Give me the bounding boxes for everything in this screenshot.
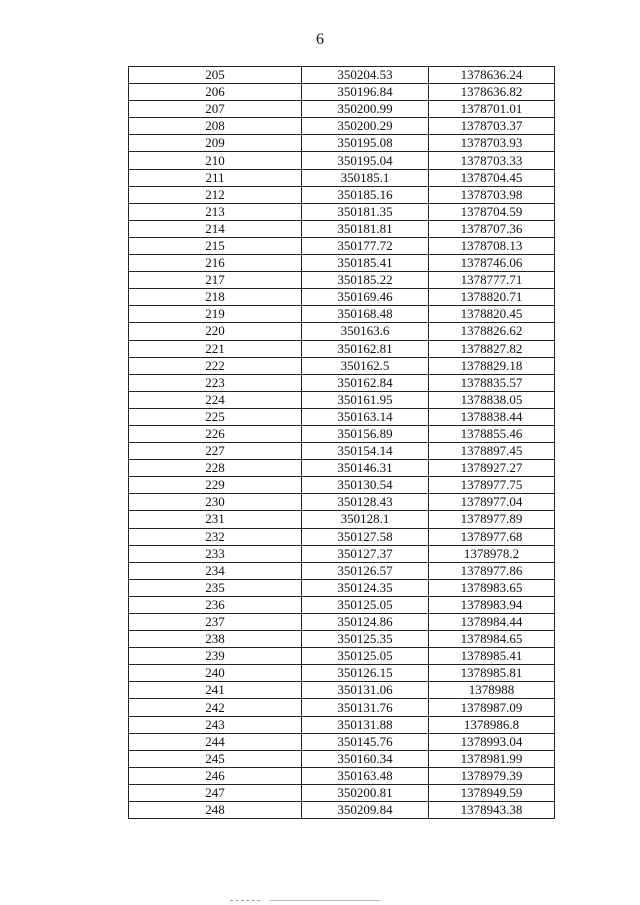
table-row bbox=[129, 494, 555, 511]
x-coordinate-cell: 350195.08 bbox=[302, 135, 429, 152]
x-coordinate-cell: 350131.76 bbox=[302, 699, 429, 716]
x-coordinate-cell: 350130.54 bbox=[302, 477, 429, 494]
x-coordinate-cell: 350185.16 bbox=[302, 186, 429, 203]
x-coordinate-cell: 350200.99 bbox=[302, 101, 429, 118]
x-coordinate-cell: 350185.41 bbox=[302, 255, 429, 272]
y-coordinate-cell: 1378704.59 bbox=[429, 203, 555, 220]
table-row bbox=[129, 323, 555, 340]
y-coordinate-cell: 1378983.94 bbox=[429, 596, 555, 613]
point-number-cell: 233 bbox=[129, 545, 302, 562]
point-number-cell: 241 bbox=[129, 682, 302, 699]
y-coordinate-cell: 1378988 bbox=[429, 682, 555, 699]
y-coordinate-cell: 1378703.33 bbox=[429, 152, 555, 169]
point-number-cell: 245 bbox=[129, 750, 302, 767]
point-number-cell: 237 bbox=[129, 614, 302, 631]
table-row bbox=[129, 511, 555, 528]
x-coordinate-cell: 350128.1 bbox=[302, 511, 429, 528]
point-number-cell: 227 bbox=[129, 443, 302, 460]
point-number-cell: 232 bbox=[129, 528, 302, 545]
y-coordinate-cell: 1378984.44 bbox=[429, 614, 555, 631]
y-coordinate-cell: 1378977.75 bbox=[429, 477, 555, 494]
x-coordinate-cell: 350127.37 bbox=[302, 545, 429, 562]
point-number-cell: 236 bbox=[129, 596, 302, 613]
table-row bbox=[129, 477, 555, 494]
x-coordinate-cell: 350126.57 bbox=[302, 562, 429, 579]
y-coordinate-cell: 1378993.04 bbox=[429, 733, 555, 750]
table-row bbox=[129, 357, 555, 374]
x-coordinate-cell: 350126.15 bbox=[302, 665, 429, 682]
table-row bbox=[129, 579, 555, 596]
y-coordinate-cell: 1378979.39 bbox=[429, 767, 555, 784]
table-row bbox=[129, 391, 555, 408]
table-row bbox=[129, 237, 555, 254]
y-coordinate-cell: 1378835.57 bbox=[429, 374, 555, 391]
table-row bbox=[129, 220, 555, 237]
x-coordinate-cell: 350163.6 bbox=[302, 323, 429, 340]
point-number-cell: 211 bbox=[129, 169, 302, 186]
x-coordinate-cell: 350154.14 bbox=[302, 443, 429, 460]
table-row bbox=[129, 101, 555, 118]
x-coordinate-cell: 350125.05 bbox=[302, 596, 429, 613]
x-coordinate-cell: 350162.81 bbox=[302, 340, 429, 357]
point-number-cell: 234 bbox=[129, 562, 302, 579]
table-row bbox=[129, 562, 555, 579]
y-coordinate-cell: 1378985.41 bbox=[429, 648, 555, 665]
point-number-cell: 242 bbox=[129, 699, 302, 716]
y-coordinate-cell: 1378984.65 bbox=[429, 631, 555, 648]
table-row bbox=[129, 596, 555, 613]
y-coordinate-cell: 1378636.82 bbox=[429, 84, 555, 101]
point-number-cell: 223 bbox=[129, 374, 302, 391]
y-coordinate-cell: 1378708.13 bbox=[429, 237, 555, 254]
y-coordinate-cell: 1378977.04 bbox=[429, 494, 555, 511]
x-coordinate-cell: 350128.43 bbox=[302, 494, 429, 511]
table-row bbox=[129, 84, 555, 101]
table-row bbox=[129, 135, 555, 152]
page-number: 6 bbox=[316, 31, 324, 48]
y-coordinate-cell: 1378704.45 bbox=[429, 169, 555, 186]
y-coordinate-cell: 1378977.68 bbox=[429, 528, 555, 545]
point-number-cell: 220 bbox=[129, 323, 302, 340]
table-row bbox=[129, 340, 555, 357]
x-coordinate-cell: 350161.95 bbox=[302, 391, 429, 408]
table-row bbox=[129, 750, 555, 767]
point-number-cell: 219 bbox=[129, 306, 302, 323]
x-coordinate-cell: 350204.53 bbox=[302, 67, 429, 84]
y-coordinate-cell: 1378943.38 bbox=[429, 802, 555, 819]
table-row bbox=[129, 374, 555, 391]
y-coordinate-cell: 1378855.46 bbox=[429, 425, 555, 442]
y-coordinate-cell: 1378838.05 bbox=[429, 391, 555, 408]
point-number-cell: 208 bbox=[129, 118, 302, 135]
table-row bbox=[129, 408, 555, 425]
x-coordinate-cell: 350195.04 bbox=[302, 152, 429, 169]
table-row bbox=[129, 118, 555, 135]
point-number-cell: 225 bbox=[129, 408, 302, 425]
y-coordinate-cell: 1378985.81 bbox=[429, 665, 555, 682]
y-coordinate-cell: 1378949.59 bbox=[429, 784, 555, 801]
y-coordinate-cell: 1378746.06 bbox=[429, 255, 555, 272]
y-coordinate-cell: 1378777.71 bbox=[429, 272, 555, 289]
x-coordinate-cell: 350125.05 bbox=[302, 648, 429, 665]
y-coordinate-cell: 1378983.65 bbox=[429, 579, 555, 596]
table-row bbox=[129, 425, 555, 442]
y-coordinate-cell: 1378820.45 bbox=[429, 306, 555, 323]
point-number-cell: 231 bbox=[129, 511, 302, 528]
point-number-cell: 239 bbox=[129, 648, 302, 665]
x-coordinate-cell: 350156.89 bbox=[302, 425, 429, 442]
table-row bbox=[129, 784, 555, 801]
x-coordinate-cell: 350196.84 bbox=[302, 84, 429, 101]
x-coordinate-cell: 350124.35 bbox=[302, 579, 429, 596]
scan-artifact-line bbox=[270, 900, 380, 901]
point-number-cell: 226 bbox=[129, 425, 302, 442]
table-row bbox=[129, 272, 555, 289]
x-coordinate-cell: 350124.86 bbox=[302, 614, 429, 631]
y-coordinate-cell: 1378978.2 bbox=[429, 545, 555, 562]
y-coordinate-cell: 1378701.01 bbox=[429, 101, 555, 118]
point-number-cell: 230 bbox=[129, 494, 302, 511]
x-coordinate-cell: 350145.76 bbox=[302, 733, 429, 750]
y-coordinate-cell: 1378703.98 bbox=[429, 186, 555, 203]
y-coordinate-cell: 1378703.37 bbox=[429, 118, 555, 135]
x-coordinate-cell: 350127.58 bbox=[302, 528, 429, 545]
x-coordinate-cell: 350162.5 bbox=[302, 357, 429, 374]
x-coordinate-cell: 350125.35 bbox=[302, 631, 429, 648]
table-row bbox=[129, 802, 555, 819]
x-coordinate-cell: 350209.84 bbox=[302, 802, 429, 819]
table-row bbox=[129, 306, 555, 323]
table-row bbox=[129, 186, 555, 203]
table-row bbox=[129, 460, 555, 477]
point-number-cell: 206 bbox=[129, 84, 302, 101]
point-number-cell: 217 bbox=[129, 272, 302, 289]
x-coordinate-cell: 350163.48 bbox=[302, 767, 429, 784]
point-number-cell: 214 bbox=[129, 220, 302, 237]
x-coordinate-cell: 350200.29 bbox=[302, 118, 429, 135]
table-row bbox=[129, 767, 555, 784]
y-coordinate-cell: 1378703.93 bbox=[429, 135, 555, 152]
y-coordinate-cell: 1378707.36 bbox=[429, 220, 555, 237]
point-number-cell: 212 bbox=[129, 186, 302, 203]
table-row bbox=[129, 169, 555, 186]
table-row bbox=[129, 528, 555, 545]
point-number-cell: 244 bbox=[129, 733, 302, 750]
point-number-cell: 216 bbox=[129, 255, 302, 272]
y-coordinate-cell: 1378636.24 bbox=[429, 67, 555, 84]
point-number-cell: 238 bbox=[129, 631, 302, 648]
point-number-cell: 207 bbox=[129, 101, 302, 118]
point-number-cell: 243 bbox=[129, 716, 302, 733]
point-number-cell: 221 bbox=[129, 340, 302, 357]
y-coordinate-cell: 1378986.8 bbox=[429, 716, 555, 733]
y-coordinate-cell: 1378838.44 bbox=[429, 408, 555, 425]
x-coordinate-cell: 350162.84 bbox=[302, 374, 429, 391]
x-coordinate-cell: 350160.34 bbox=[302, 750, 429, 767]
point-number-cell: 218 bbox=[129, 289, 302, 306]
point-number-cell: 213 bbox=[129, 203, 302, 220]
table-row bbox=[129, 631, 555, 648]
x-coordinate-cell: 350131.88 bbox=[302, 716, 429, 733]
table-row bbox=[129, 699, 555, 716]
point-number-cell: 240 bbox=[129, 665, 302, 682]
table-row bbox=[129, 443, 555, 460]
x-coordinate-cell: 350181.35 bbox=[302, 203, 429, 220]
point-number-cell: 205 bbox=[129, 67, 302, 84]
table-row bbox=[129, 733, 555, 750]
table-row bbox=[129, 614, 555, 631]
y-coordinate-cell: 1378829.18 bbox=[429, 357, 555, 374]
y-coordinate-cell: 1378927.27 bbox=[429, 460, 555, 477]
table-row bbox=[129, 716, 555, 733]
coordinates-table bbox=[128, 66, 555, 819]
point-number-cell: 215 bbox=[129, 237, 302, 254]
y-coordinate-cell: 1378826.62 bbox=[429, 323, 555, 340]
y-coordinate-cell: 1378977.89 bbox=[429, 511, 555, 528]
point-number-cell: 248 bbox=[129, 802, 302, 819]
table-row bbox=[129, 152, 555, 169]
point-number-cell: 235 bbox=[129, 579, 302, 596]
x-coordinate-cell: 350163.14 bbox=[302, 408, 429, 425]
point-number-cell: 229 bbox=[129, 477, 302, 494]
table-row bbox=[129, 648, 555, 665]
point-number-cell: 209 bbox=[129, 135, 302, 152]
x-coordinate-cell: 350169.46 bbox=[302, 289, 429, 306]
x-coordinate-cell: 350177.72 bbox=[302, 237, 429, 254]
y-coordinate-cell: 1378827.82 bbox=[429, 340, 555, 357]
y-coordinate-cell: 1378981.99 bbox=[429, 750, 555, 767]
point-number-cell: 228 bbox=[129, 460, 302, 477]
x-coordinate-cell: 350168.48 bbox=[302, 306, 429, 323]
x-coordinate-cell: 350181.81 bbox=[302, 220, 429, 237]
y-coordinate-cell: 1378987.09 bbox=[429, 699, 555, 716]
scan-artifact-dash bbox=[230, 900, 260, 901]
y-coordinate-cell: 1378897.45 bbox=[429, 443, 555, 460]
point-number-cell: 210 bbox=[129, 152, 302, 169]
x-coordinate-cell: 350185.1 bbox=[302, 169, 429, 186]
point-number-cell: 246 bbox=[129, 767, 302, 784]
table-row bbox=[129, 255, 555, 272]
point-number-cell: 224 bbox=[129, 391, 302, 408]
coordinates-table-body bbox=[129, 67, 555, 819]
table-row bbox=[129, 203, 555, 220]
y-coordinate-cell: 1378977.86 bbox=[429, 562, 555, 579]
point-number-cell: 222 bbox=[129, 357, 302, 374]
y-coordinate-cell: 1378820.71 bbox=[429, 289, 555, 306]
x-coordinate-cell: 350185.22 bbox=[302, 272, 429, 289]
point-number-cell: 247 bbox=[129, 784, 302, 801]
table-row bbox=[129, 665, 555, 682]
table-row bbox=[129, 289, 555, 306]
table-row bbox=[129, 67, 555, 84]
x-coordinate-cell: 350131.06 bbox=[302, 682, 429, 699]
x-coordinate-cell: 350200.81 bbox=[302, 784, 429, 801]
x-coordinate-cell: 350146.31 bbox=[302, 460, 429, 477]
table-row bbox=[129, 682, 555, 699]
table-row bbox=[129, 545, 555, 562]
